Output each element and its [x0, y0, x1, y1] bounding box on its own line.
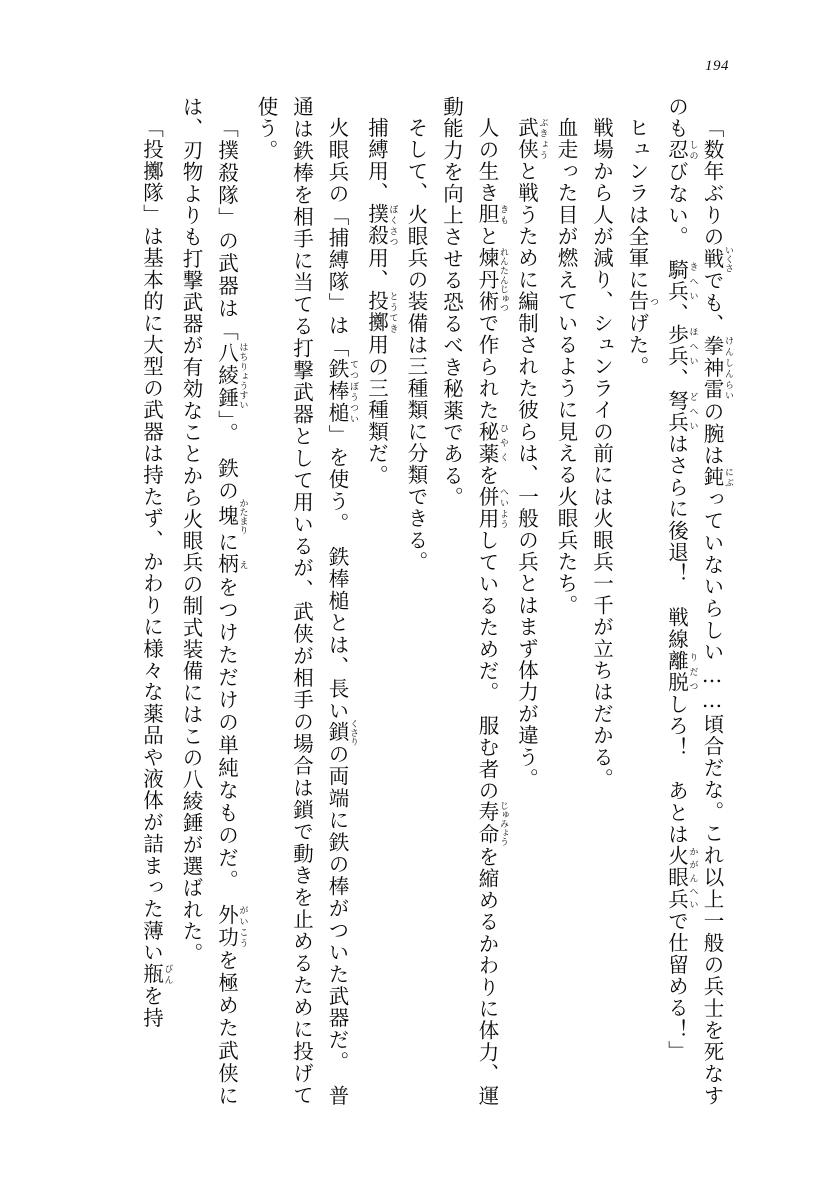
- paragraph: ヒュンラは全軍に告 つげた。: [625, 116, 658, 377]
- paragraph: 人の生き胆 きもと煉丹術 れんたんじゅつで作られた秘薬 ひやくを併用 へいようしているためだ。 服む者の寿命 じゅみょうを縮めるかわりに体力、運動能力を向上させる恐るべき秘薬である。: [439, 96, 508, 1106]
- paragraph: 「数年ぶりの戦 いくさでも、拳神雷 けんしんらいの腕は鈍 にぶっていないらしい……頃合だな。これ以上一般の兵士を死なすのも忍 しのびない。 騎兵 きへい、歩兵 ほへい、弩兵 どへいはさらに後退！ 戦線離脱 りだつしろ！ あとは火眼兵 かがんへいで仕留める！」: [664, 96, 733, 1106]
- vertical-text-body: [62, 96, 733, 1106]
- paragraph: 「投擲隊」は基本的に大型の武器は持たず、かわりに様々な薬品や液体が詰まった薄い瓶 びんを持: [139, 116, 173, 1028]
- paragraph: 「撲殺隊」の武器は「八綾錘 はちりょうすい」。 鉄の塊 かたまりに柄 えをつけただけの単純なものだ。 外功 がいこうを極めた武侠には、刃物よりも打撃武器が有効なことから火眼兵の制式装備にはこの八綾錘が選ばれた。: [179, 96, 248, 1107]
- paragraph: 血走った目が燃えているように見える火眼兵たち。: [554, 116, 578, 616]
- paragraph: 戦場から人が減り、シュンライの前には火眼兵一千が立ちはだかる。: [589, 116, 614, 790]
- paragraph: そして、火眼兵の装備は三種類に分類できる。: [404, 116, 428, 573]
- paragraph: 火眼兵の「捕縛隊」は「鉄棒槌 てつぼうつい」を使う。 鉄棒槌とは、長い鎖 くさりの両端に鉄の棒がついた武器だ。 普通は鉄棒を相手に当てる打撃武器として用いるが、武侠が相手の場合は鎖で動きを止めるために投げて使う。: [254, 96, 358, 1106]
- paragraph: 捕縛用、撲殺 ぼくさつ用、投擲 とうてき用の三種類だ。: [364, 116, 398, 486]
- page-number: 194: [705, 58, 729, 74]
- paragraph: 武侠 ぶきょうと戦うために編制された彼らは、一般の兵とはまず体力が違う。: [514, 116, 548, 790]
